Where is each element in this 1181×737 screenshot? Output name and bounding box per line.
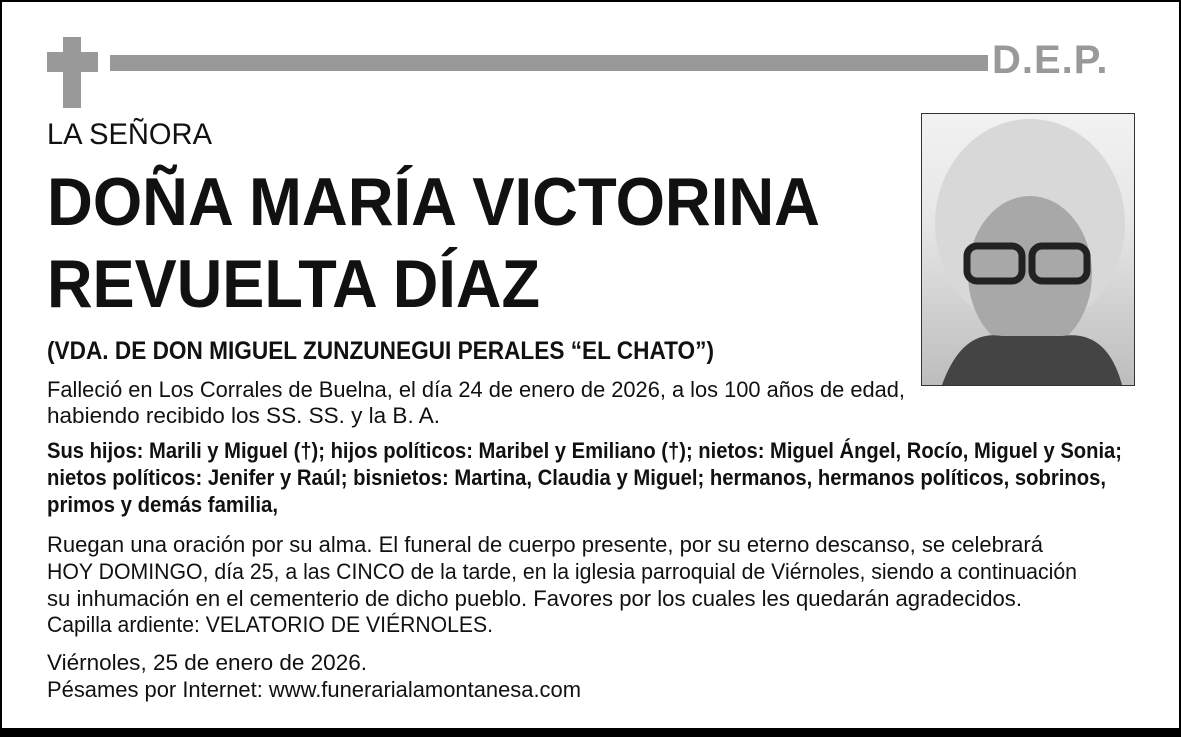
cross-icon (63, 37, 81, 108)
deceased-name-line-2: REVUELTA DÍAZ (47, 246, 540, 322)
funeral-line: Capilla ardiente: VELATORIO DE VIÉRNOLES. (47, 612, 493, 637)
death-line: habiendo recibido los SS. SS. y la B. A. (47, 403, 440, 428)
intro-label: LA SEÑORA (47, 118, 212, 151)
widow-of: (VDA. DE DON MIGUEL ZUNZUNEGUI PERALES “EL CHATO”) (47, 337, 714, 365)
cross-icon-arm (47, 52, 98, 72)
dep-label: D.E.P. (992, 38, 1109, 82)
family-line: nietos políticos: Jenifer y Raúl; bisnietos: Martina, Claudia y Miguel; hermanos, hermanos políticos, sobrinos, (47, 465, 1106, 490)
family-line: Sus hijos: Marili y Miguel (†); hijos políticos: Maribel y Emiliano (†); nietos: Miguel Ángel, Rocío, Miguel y Sonia; (47, 438, 1122, 463)
funeral-line: Ruegan una oración por su alma. El funeral de cuerpo presente, por su eterno descanso, se celebrará (47, 532, 1043, 557)
condolences-link[interactable]: Pésames por Internet: www.funerarialamontanesa.com (47, 677, 581, 702)
family-line: primos y demás familia, (47, 492, 278, 517)
death-line: Falleció en Los Corrales de Buelna, el día 24 de enero de 2026, a los 100 años de edad, (47, 377, 905, 402)
place-date: Viérnoles, 25 de enero de 2026. (47, 650, 367, 675)
deceased-name-line-1: DOÑA MARÍA VICTORINA (47, 164, 820, 240)
funeral-line: su inhumación en el cementerio de dicho pueblo. Favores por los cuales les quedarán agradecidos. (47, 586, 1022, 611)
portrait-photo (921, 113, 1135, 386)
funeral-line: HOY DOMINGO, día 25, a las CINCO de la tarde, en la iglesia parroquial de Viérnoles, siendo a continuación (47, 559, 1077, 584)
header-rule (110, 55, 988, 71)
